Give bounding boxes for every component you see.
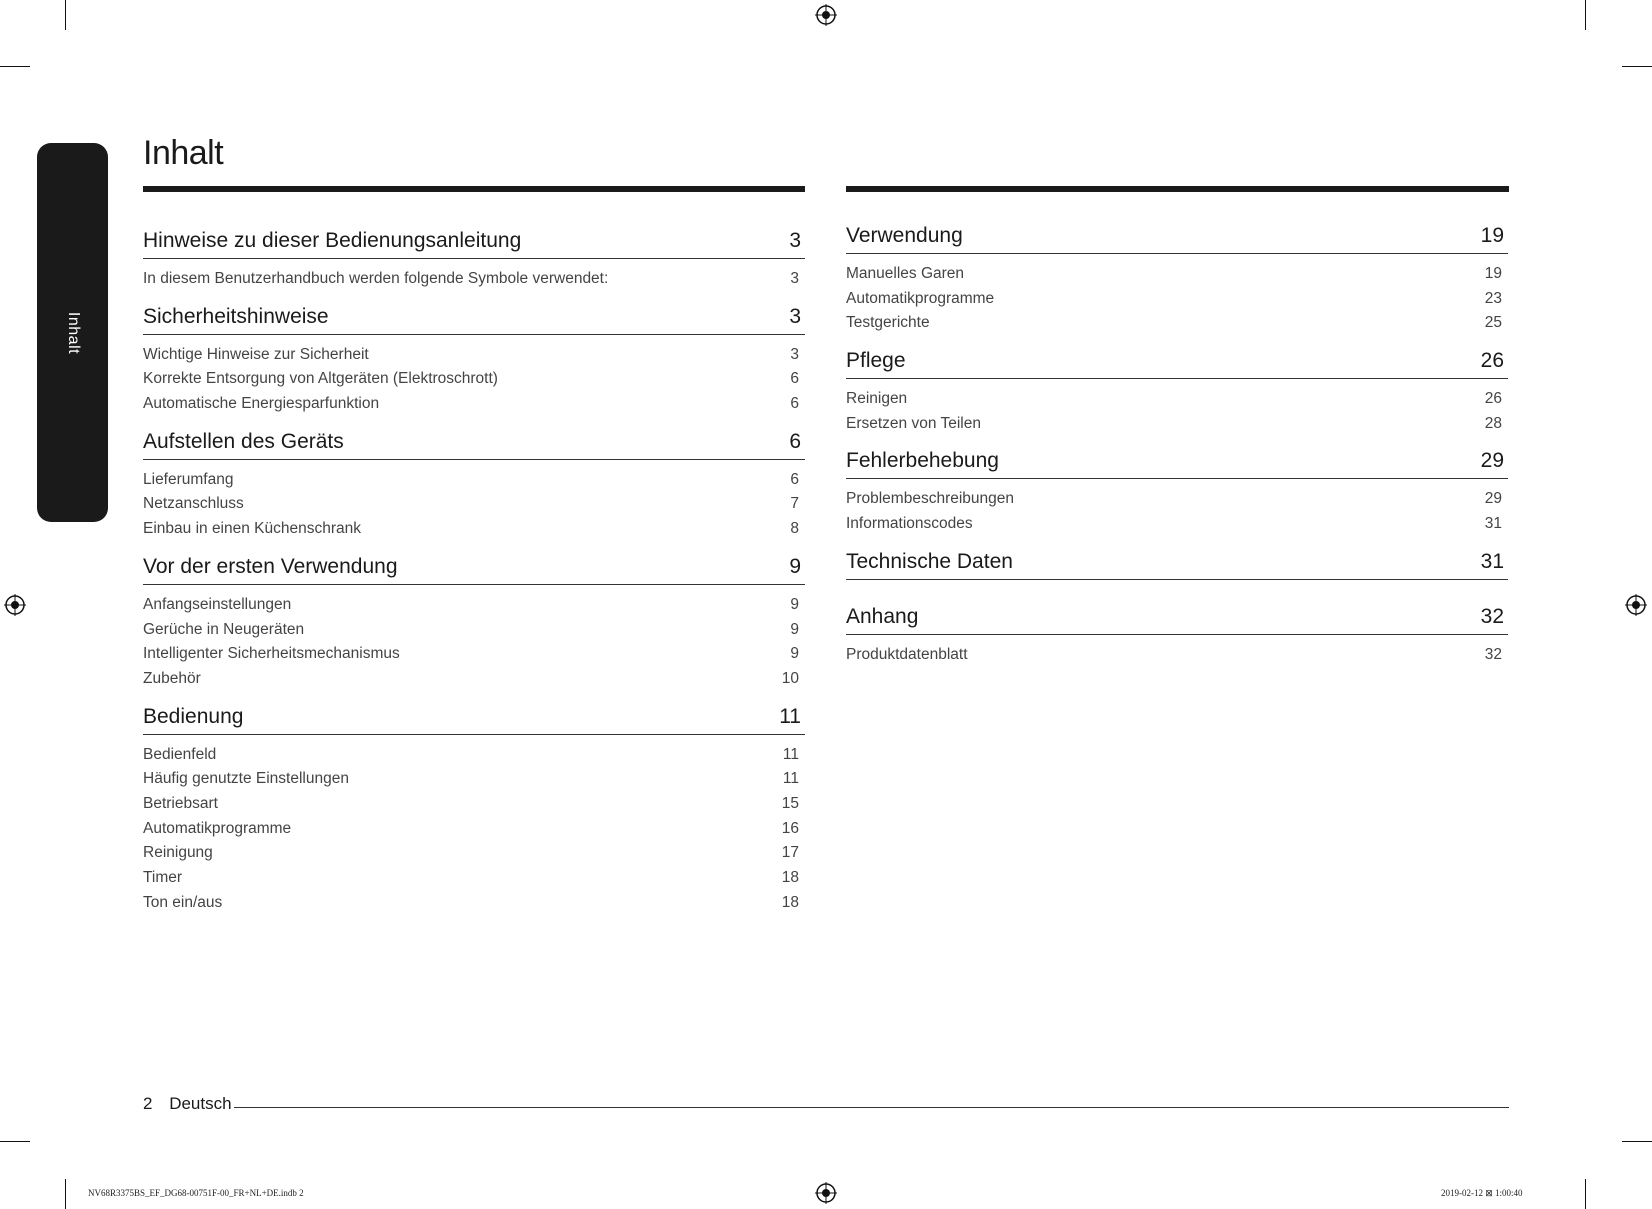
toc-section-heading[interactable] xyxy=(846,605,1508,635)
toc-entry-page: 18 xyxy=(781,869,799,886)
toc-entry-list xyxy=(846,254,1508,336)
toc-entry[interactable] xyxy=(846,262,1508,287)
crop-mark xyxy=(1585,0,1586,30)
toc-entry-page: 6 xyxy=(790,370,799,388)
toc-entry-page: 32 xyxy=(1484,645,1502,663)
toc-entry[interactable] xyxy=(846,387,1508,412)
crop-mark xyxy=(65,0,66,30)
toc-entry-label: Informationscodes xyxy=(846,515,973,533)
toc-entry-list xyxy=(846,379,1508,436)
toc-section-page: 9 xyxy=(789,554,801,578)
toc-section xyxy=(143,305,805,417)
toc-entry-page: 9 xyxy=(790,595,799,613)
toc-entry-page: 29 xyxy=(1484,490,1502,508)
toc-entry-page: 11 xyxy=(782,770,799,788)
toc-entry-label: In diesem Benutzerhandbuch werden folgende Symbole verwendet: xyxy=(143,270,609,287)
toc-entry[interactable] xyxy=(143,642,805,667)
toc-entry[interactable] xyxy=(143,392,805,417)
toc-entry-page: 11 xyxy=(782,745,799,763)
toc-entry[interactable] xyxy=(143,343,805,368)
toc-entry[interactable] xyxy=(143,468,805,493)
toc-entry-label: Automatikprogramme xyxy=(143,819,292,837)
toc-entry-label: Anfangseinstellungen xyxy=(143,595,292,613)
toc-section xyxy=(846,349,1508,436)
toc-section-page: 29 xyxy=(1480,449,1504,473)
toc-entry-page: 3 xyxy=(790,270,799,287)
toc-entry-label: Betriebsart xyxy=(143,794,218,812)
toc-entry-label: Netzanschluss xyxy=(143,495,244,513)
toc-section-heading[interactable] xyxy=(143,305,805,335)
toc-section-page: 31 xyxy=(1480,549,1504,573)
page-title: Inhalt xyxy=(143,134,224,172)
toc-entry[interactable] xyxy=(143,367,805,392)
print-slug-timestamp: 2019-02-12 ⊠ 1:00:40 xyxy=(1441,1188,1523,1198)
toc-entry-page: 9 xyxy=(790,620,799,638)
toc-section xyxy=(143,229,805,292)
toc-section xyxy=(846,550,1508,592)
toc-entry-label: Ersetzen von Teilen xyxy=(846,414,981,432)
crop-mark xyxy=(1622,66,1652,67)
toc-entry[interactable] xyxy=(143,891,805,916)
toc-entry-list xyxy=(143,735,805,916)
toc-entry[interactable] xyxy=(143,792,805,817)
toc-entry-label: Lieferumfang xyxy=(143,470,234,488)
toc-entry-page: 28 xyxy=(1484,414,1502,432)
toc-section-page: 3 xyxy=(789,229,801,252)
toc-entry-list xyxy=(143,259,805,292)
footer-rule xyxy=(234,1107,1509,1108)
toc-entry-page: 19 xyxy=(1484,265,1502,282)
toc-entry[interactable] xyxy=(143,667,805,692)
toc-entry-label: Testgerichte xyxy=(846,314,930,332)
toc-section-heading[interactable] xyxy=(846,349,1508,379)
toc-entry-label: Zubehör xyxy=(143,669,201,687)
toc-entry-label: Häufig genutzte Einstellungen xyxy=(143,770,349,788)
toc-section-heading[interactable] xyxy=(143,555,805,585)
toc-section xyxy=(846,605,1508,668)
toc-left-column xyxy=(143,229,805,928)
toc-entry-label: Wichtige Hinweise zur Sicherheit xyxy=(143,345,369,363)
toc-entry-page: 25 xyxy=(1484,314,1502,332)
registration-mark-icon xyxy=(1625,594,1647,616)
toc-section-heading[interactable] xyxy=(846,449,1508,479)
crop-mark xyxy=(1622,1141,1652,1142)
toc-section-page: 3 xyxy=(789,304,801,328)
toc-section-title: Anhang xyxy=(846,604,919,628)
toc-entry-label: Problembeschreibungen xyxy=(846,490,1015,508)
toc-entry-list xyxy=(143,460,805,542)
toc-entry-list xyxy=(143,335,805,417)
footer-language: Deutsch xyxy=(169,1094,232,1113)
toc-section-page: 19 xyxy=(1480,224,1504,247)
toc-entry[interactable] xyxy=(143,267,805,292)
toc-entry-page: 10 xyxy=(781,669,799,687)
toc-entry[interactable] xyxy=(143,618,805,643)
toc-entry-page: 7 xyxy=(790,495,799,513)
toc-entry-page: 6 xyxy=(790,395,799,413)
toc-section xyxy=(143,430,805,542)
toc-entry-page: 17 xyxy=(781,844,799,862)
toc-section xyxy=(143,555,805,692)
toc-entry-label: Ton ein/aus xyxy=(143,893,223,911)
crop-mark xyxy=(0,1141,30,1142)
toc-entry-page: 26 xyxy=(1484,390,1502,408)
toc-entry[interactable] xyxy=(143,767,805,792)
print-slug-file: NV68R3375BS_EF_DG68-00751F-00_FR+NL+DE.indb 2 xyxy=(88,1188,304,1198)
toc-entry-label: Manuelles Garen xyxy=(846,265,965,282)
toc-entry[interactable] xyxy=(143,593,805,618)
toc-entry[interactable] xyxy=(846,643,1508,668)
toc-right-column xyxy=(846,224,1508,681)
side-tab[interactable] xyxy=(37,143,108,522)
toc-entry-page: 31 xyxy=(1484,515,1502,533)
registration-mark-icon xyxy=(815,1182,837,1204)
toc-entry-label: Reinigung xyxy=(143,844,213,862)
toc-entry-label: Gerüche in Neugeräten xyxy=(143,620,305,638)
toc-entry[interactable] xyxy=(846,487,1508,512)
toc-entry-list xyxy=(846,479,1508,536)
toc-entry-page: 8 xyxy=(790,520,799,538)
toc-entry-page: 3 xyxy=(790,345,799,363)
toc-section-title: Sicherheitshinweise xyxy=(143,304,329,328)
toc-entry[interactable] xyxy=(143,841,805,866)
toc-entry-label: Bedienfeld xyxy=(143,745,217,763)
toc-section-page: 6 xyxy=(789,429,801,453)
toc-section xyxy=(846,224,1508,336)
toc-entry-page: 15 xyxy=(781,794,799,812)
toc-section-title: Aufstellen des Geräts xyxy=(143,429,344,453)
toc-section-heading[interactable] xyxy=(846,224,1508,254)
toc-section-title: Fehlerbehebung xyxy=(846,449,999,473)
toc-entry[interactable] xyxy=(143,492,805,517)
toc-entry-page: 23 xyxy=(1484,289,1502,307)
toc-entry[interactable] xyxy=(846,412,1508,437)
crop-mark xyxy=(0,66,30,67)
toc-section-title: Pflege xyxy=(846,349,906,373)
toc-section xyxy=(846,449,1508,536)
toc-entry-list xyxy=(846,580,1508,592)
toc-section-heading[interactable] xyxy=(143,430,805,460)
toc-entry-label: Intelligenter Sicherheitsmechanismus xyxy=(143,645,400,663)
toc-section-heading[interactable] xyxy=(143,229,805,259)
page-footer xyxy=(143,1094,232,1114)
registration-mark-icon xyxy=(815,4,837,26)
footer-page-number: 2 xyxy=(143,1094,153,1113)
toc-entry[interactable] xyxy=(846,311,1508,336)
toc-section-page: 32 xyxy=(1480,604,1504,628)
toc-entry-label: Korrekte Entsorgung von Altgeräten (Elektroschrott) xyxy=(143,370,498,388)
toc-entry-label: Reinigen xyxy=(846,390,908,408)
toc-entry-page: 16 xyxy=(781,819,799,837)
toc-section-heading[interactable] xyxy=(143,705,805,735)
toc-entry-label: Automatische Energiesparfunktion xyxy=(143,395,380,413)
toc-entry[interactable] xyxy=(143,866,805,891)
toc-section xyxy=(143,705,805,916)
toc-entry-list xyxy=(143,585,805,692)
toc-entry-page: 6 xyxy=(790,470,799,488)
toc-entry[interactable] xyxy=(143,817,805,842)
toc-entry[interactable] xyxy=(143,517,805,542)
toc-entry[interactable] xyxy=(143,743,805,768)
toc-entry-page: 9 xyxy=(790,645,799,663)
toc-entry-label: Produktdatenblatt xyxy=(846,645,968,663)
toc-section-page: 26 xyxy=(1480,349,1504,373)
side-tab-label: Inhalt xyxy=(64,311,82,355)
crop-mark xyxy=(1585,1179,1586,1209)
toc-section-title: Vor der ersten Verwendung xyxy=(143,554,398,578)
toc-entry-label: Timer xyxy=(143,869,183,886)
registration-mark-icon xyxy=(4,594,26,616)
toc-entry-label: Automatikprogramme xyxy=(846,289,995,307)
toc-entry-list xyxy=(846,635,1508,668)
toc-section-title: Bedienung xyxy=(143,704,244,728)
toc-entry-label: Einbau in einen Küchenschrank xyxy=(143,520,362,538)
toc-entry[interactable] xyxy=(846,287,1508,312)
toc-section-heading[interactable] xyxy=(846,550,1508,580)
toc-entry[interactable] xyxy=(846,512,1508,537)
toc-section-title: Technische Daten xyxy=(846,549,1013,573)
title-rule-right xyxy=(846,186,1509,192)
toc-section-title: Verwendung xyxy=(846,224,963,247)
toc-section-title: Hinweise zu dieser Bedienungsanleitung xyxy=(143,229,522,252)
crop-mark xyxy=(65,1179,66,1209)
toc-section-page: 11 xyxy=(779,704,801,728)
toc-entry-page: 18 xyxy=(781,893,799,911)
title-rule-left xyxy=(143,186,805,192)
